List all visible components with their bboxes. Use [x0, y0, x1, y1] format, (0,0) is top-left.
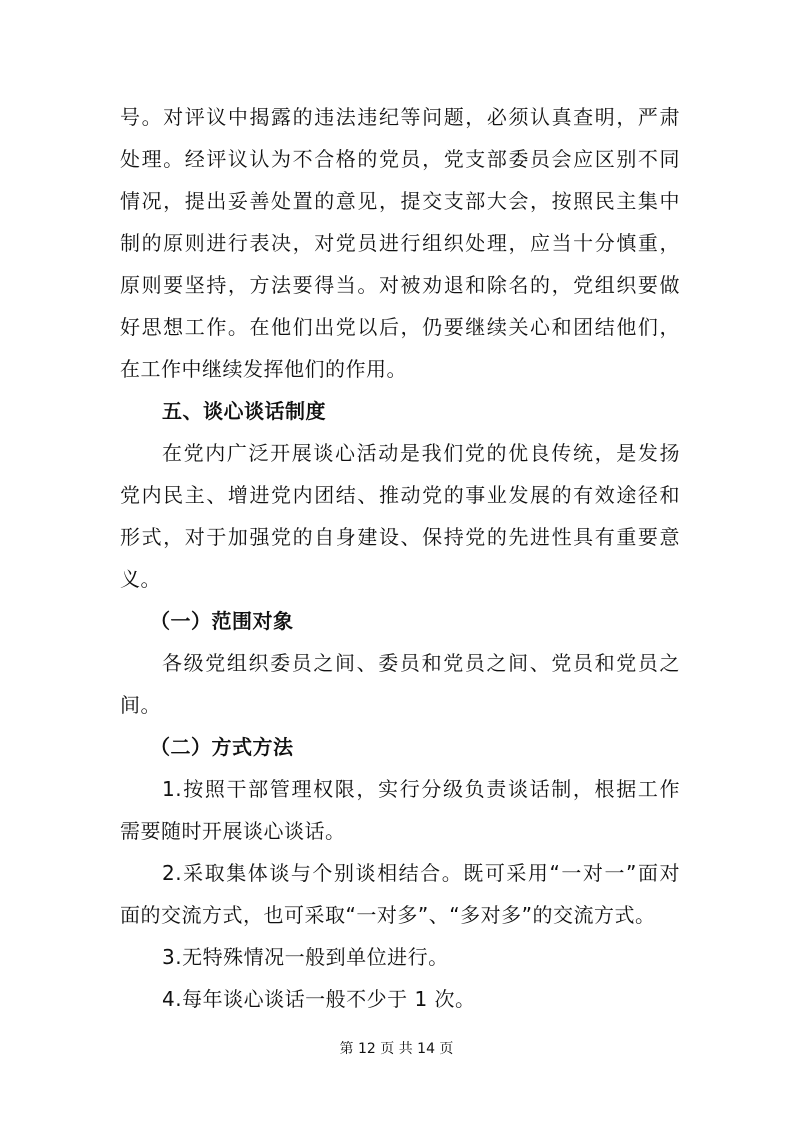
paragraph-line: 各级党组织委员之间、委员和党员之间、党员和党员之 — [162, 651, 680, 675]
list-item-line: 4.每年谈心谈话一般不少于 1 次。 — [162, 987, 476, 1011]
list-item-line: 3.无特殊情况一般到单位进行。 — [162, 945, 449, 969]
paragraph-line: 形式，对于加强党的自身建设、保持党的先进性具有重要意 — [120, 525, 680, 549]
paragraph-line: 制的原则进行表决，对党员进行组织处理，应当十分慎重， — [120, 231, 680, 255]
paragraph-line: 号。对评议中揭露的违法违纪等问题，必须认真查明，严肃 — [120, 105, 680, 129]
list-item-line: 1.按照干部管理权限，实行分级负责谈话制，根据工作 — [162, 777, 680, 801]
paragraph-line: 党内民主、增进党内团结、推动党的事业发展的有效途径和 — [120, 483, 680, 507]
subsection-heading: （二）方式方法 — [150, 735, 294, 759]
list-item-line: 2.采取集体谈与个别谈相结合。既可采用“一对一”面对 — [162, 861, 680, 885]
subsection-heading: （一）范围对象 — [150, 609, 294, 633]
paragraph-line: 情况，提出妥善处置的意见，提交支部大会，按照民主集中 — [120, 189, 680, 213]
paragraph-line: 在党内广泛开展谈心活动是我们党的优良传统，是发扬 — [162, 441, 680, 465]
list-item-line: 需要随时开展谈心谈话。 — [120, 819, 346, 843]
paragraph-line: 好思想工作。在他们出党以后，仍要继续关心和团结他们， — [120, 315, 680, 339]
paragraph-line: 间。 — [120, 693, 161, 717]
list-item-line: 面的交流方式，也可采取“一对多”、“多对多”的交流方式。 — [120, 903, 656, 927]
section-heading: 五、谈心谈话制度 — [162, 399, 326, 423]
paragraph-line: 在工作中继续发挥他们的作用。 — [120, 357, 407, 381]
paragraph-line: 义。 — [120, 567, 161, 591]
paragraph-line: 处理。经评议认为不合格的党员，党支部委员会应区别不同 — [120, 147, 680, 171]
page-number-footer: 第 12 页 共 14 页 — [339, 1041, 454, 1057]
paragraph-line: 原则要坚持，方法要得当。对被劝退和除名的，党组织要做 — [120, 273, 680, 297]
